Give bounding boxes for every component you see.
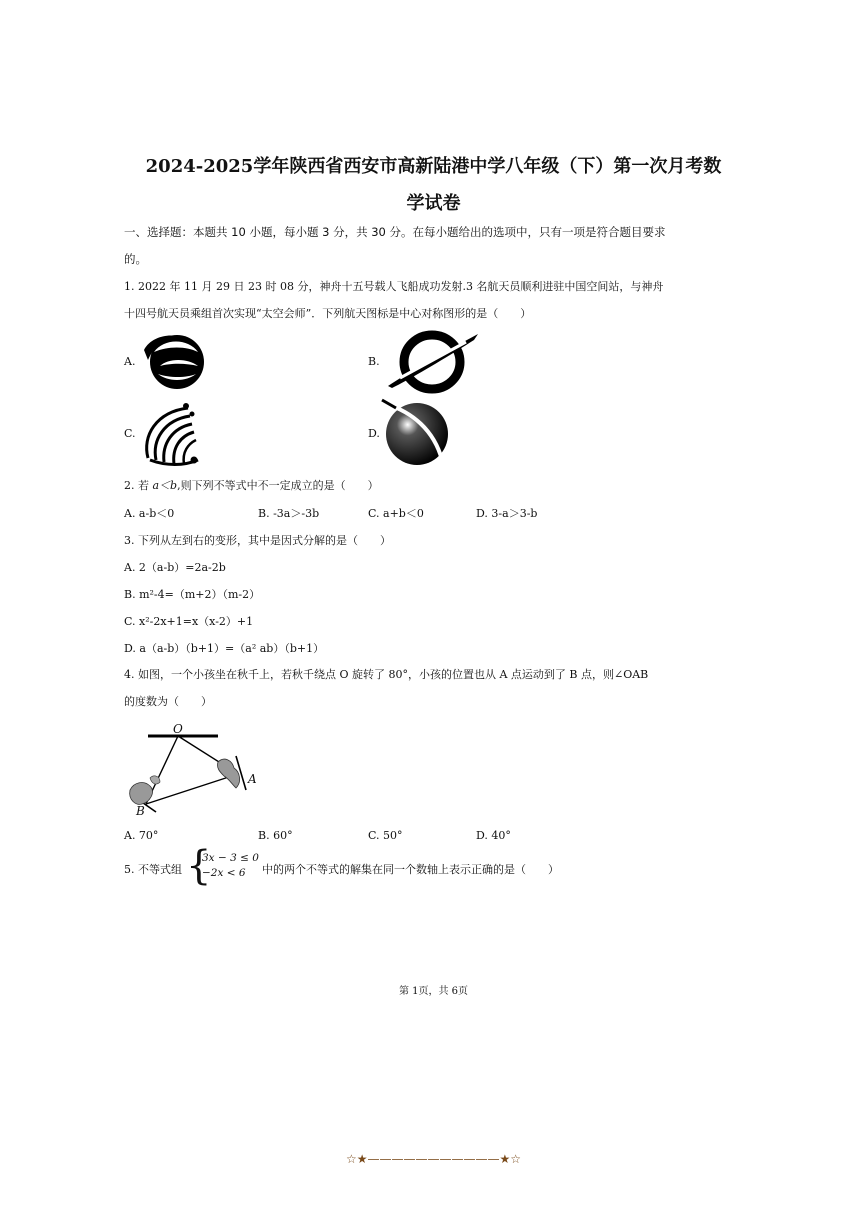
q3-option-d: D. a（a-b）（b+1）=（a² ab）（b+1） (124, 642, 325, 655)
q4-option-a: A. 70° (124, 829, 159, 842)
q2-option-b: B. -3a＞-3b (258, 507, 320, 520)
q1-option-d-emblem-icon (382, 398, 452, 468)
q4-label-b: B (136, 804, 145, 818)
q5-equation-1: 3x − 3 ≤ 0 (202, 852, 259, 864)
q3-option-a: A. 2（a-b）=2a-2b (124, 561, 226, 574)
q1-option-d-label: D. (368, 427, 380, 440)
q2-option-a: A. a-b＜0 (124, 507, 175, 520)
q5-equation-2: −2x < 6 (202, 867, 246, 879)
q5-brace: { (186, 843, 212, 889)
q4-label-a: A (248, 772, 257, 786)
page-footer: 第 1页，共 6页 (398, 986, 469, 997)
q1-stem-line2: 十四号航天员乘组首次实现“太空会师”．下列航天图标是中心对称图形的是（ ） (124, 307, 532, 320)
q2-stem-expression: a＜b (152, 479, 178, 492)
q4-stem-line2: 的度数为（ ） (124, 695, 212, 708)
q4-option-c: C. 50° (368, 829, 403, 842)
q2-stem (124, 477, 379, 493)
q3-option-b: B. m²-4=（m+2）（m-2） (124, 588, 261, 601)
q2-stem-prefix: 2. 若 (124, 479, 153, 492)
q2-stem-suffix: ,则下列不等式中不一定成立的是（ ） (177, 479, 379, 492)
q1-option-b-label: B. (368, 355, 380, 368)
q2-option-c: C. a+b＜0 (368, 507, 424, 520)
q1-option-a-label: A. (124, 355, 136, 368)
q5-stem-suffix: 中的两个不等式的解集在同一个数轴上表示正确的是（ ） (262, 863, 559, 876)
page-title-line1: 2024-2025学年陕西省西安市高新陆港中学八年级（下）第一次月考数 (145, 156, 722, 177)
q4-label-o: O (173, 722, 183, 736)
q2-option-d: D. 3-a＞3-b (476, 507, 538, 520)
q1-option-c-label: C. (124, 427, 136, 440)
q4-option-d: D. 40° (476, 829, 511, 842)
q5-stem-prefix: 5. 不等式组 (124, 863, 182, 876)
q3-option-c: C. x²-2x+1=x（x-2）+1 (124, 615, 254, 628)
q1-option-c-emblem-icon (136, 400, 208, 470)
page-title-line2: 学试卷 (406, 193, 461, 214)
q4-option-b: B. 60° (258, 829, 293, 842)
section1-heading-line2: 的。 (124, 252, 147, 266)
q1-stem-line1: 1. 2022 年 11 月 29 日 23 时 08 分，神舟十五号载人飞船成功发射.3 名航天员顺利进驻中国空间站，与神舟 (124, 280, 664, 293)
q1-option-a-emblem-icon (140, 330, 210, 395)
q4-stem-line1: 4. 如图，一个小孩坐在秋千上，若秋千绕点 O 旋转了 80°，小孩的位置也从 A 点运动到了 B 点，则∠OAB (124, 668, 649, 681)
bottom-decoration: ☆★———————————★☆ (345, 1152, 522, 1166)
q3-stem: 3. 下列从左到右的变形，其中是因式分解的是（ ） (124, 534, 391, 547)
q1-option-b-emblem-icon (382, 330, 482, 392)
section1-heading-line1: 一、选择题：本题共 10 小题，每小题 3 分，共 30 分。在每小题给出的选项中，只有一项是符合题目要求 (124, 225, 666, 239)
